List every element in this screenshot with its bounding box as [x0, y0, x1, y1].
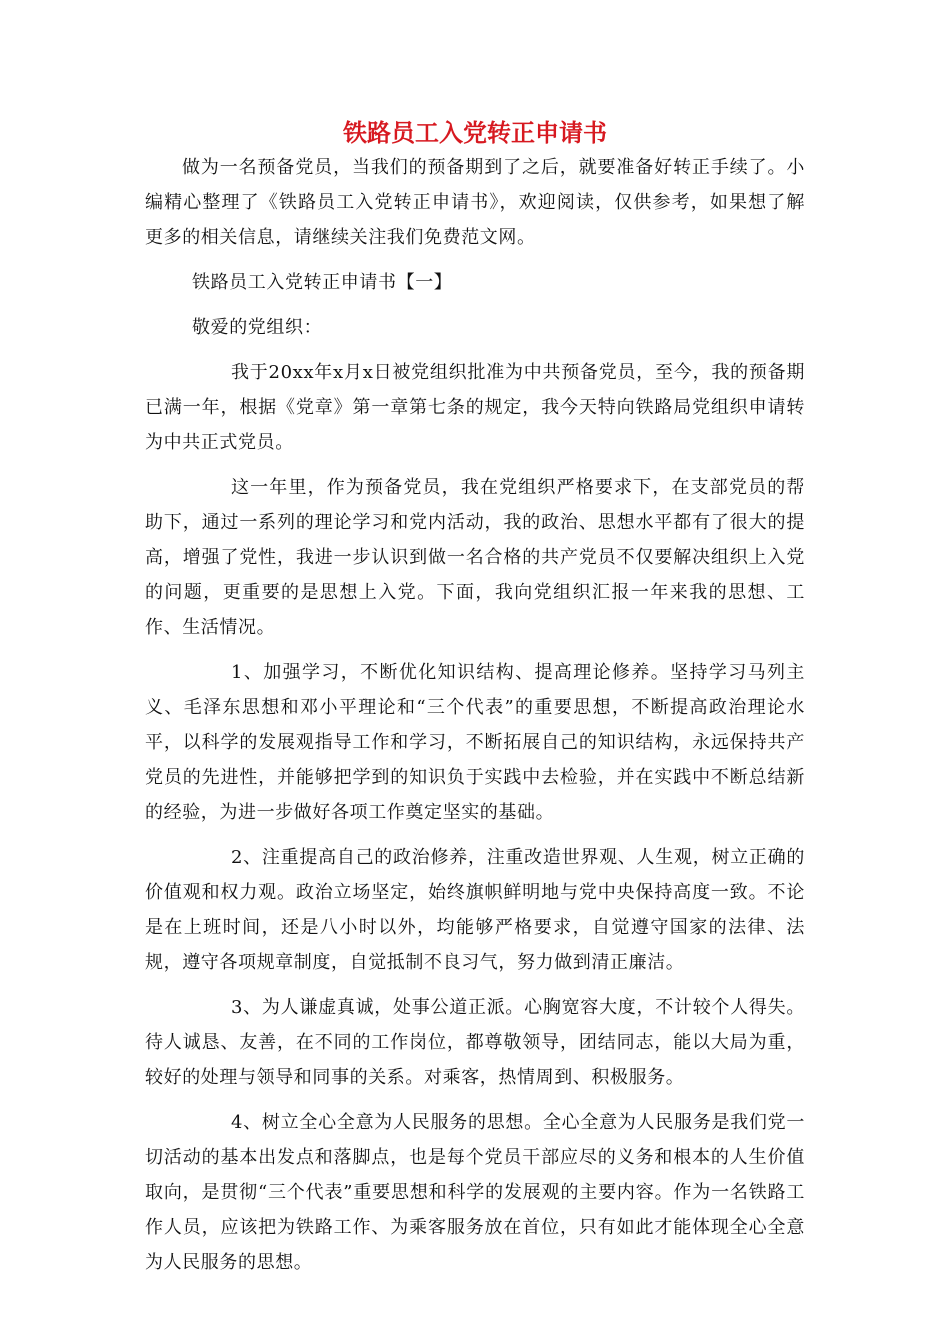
body-paragraph: 2、注重提高自己的政治修养，注重改造世界观、人生观，树立正确的价值观和权力观。政治立场坚定，始终旗帜鲜明地与党中央保持高度一致。不论是在上班时间，还是八小时以外，均能够严格要求，自觉遵守国家的法律、法规，遵守各项规章制度，自觉抵制不良习气，努力做到清正廉洁。	[145, 847, 805, 973]
intro-paragraph: 做为一名预备党员，当我们的预备期到了之后，就要准备好转正手续了。小编精心整理了《铁路员工入党转正申请书》，欢迎阅读，仅供参考，如果想了解更多的相关信息，请继续关注我们免费范文网。	[145, 157, 805, 248]
salutation: 敬爱的党组织：	[192, 317, 323, 338]
body-paragraph: 4、树立全心全意为人民服务的思想。全心全意为人民服务是我们党一切活动的基本出发点和落脚点，也是每个党员干部应尽的义务和根本的人生价值取向，是贯彻“三个代表”重要思想和科学的发展观的主要内容。作为一名铁路工作人员，应该把为铁路工作、为乘客服务放在首位，只有如此才能体现全心全意为人民服务的思想。	[145, 1112, 805, 1273]
document-body	[145, 150, 805, 1280]
body-paragraph: 3、为人谦虚真诚，处事公道正派。心胸宽容大度，不计较个人得失。待人诚恳、友善，在不同的工作岗位，都尊敬领导，团结同志，能以大局为重，较好的处理与领导和同事的关系。对乘客，热情周到、积极服务。	[145, 997, 805, 1088]
body-paragraph: 这一年里，作为预备党员，我在党组织严格要求下，在支部党员的帮助下，通过一系列的理论学习和党内活动，我的政治、思想水平都有了很大的提高，增强了党性，我进一步认识到做一名合格的共产党员不仅要解决组织上入党的问题，更重要的是思想上入党。下面，我向党组织汇报一年来我的思想、工作、生活情况。	[145, 477, 805, 638]
body-paragraph: 1、加强学习，不断优化知识结构、提高理论修养。坚持学习马列主义、毛泽东思想和邓小平理论和“三个代表”的重要思想，不断提高政治理论水平，以科学的发展观指导工作和学习，不断拓展自己的知识结构，永远保持共产党员的先进性，并能够把学到的知识负于实践中去检验，并在实践中不断总结新的经验，为进一步做好各项工作奠定坚实的基础。	[145, 662, 805, 823]
section-title: 铁路员工入党转正申请书【一】	[192, 272, 453, 293]
body-paragraph: 我于20xx年x月x日被党组织批准为中共预备党员，至今，我的预备期已满一年，根据《党章》第一章第七条的规定，我今天特向铁路局党组织申请转为中共正式党员。	[145, 362, 805, 453]
document-title: 铁路员工入党转正申请书	[343, 119, 607, 147]
